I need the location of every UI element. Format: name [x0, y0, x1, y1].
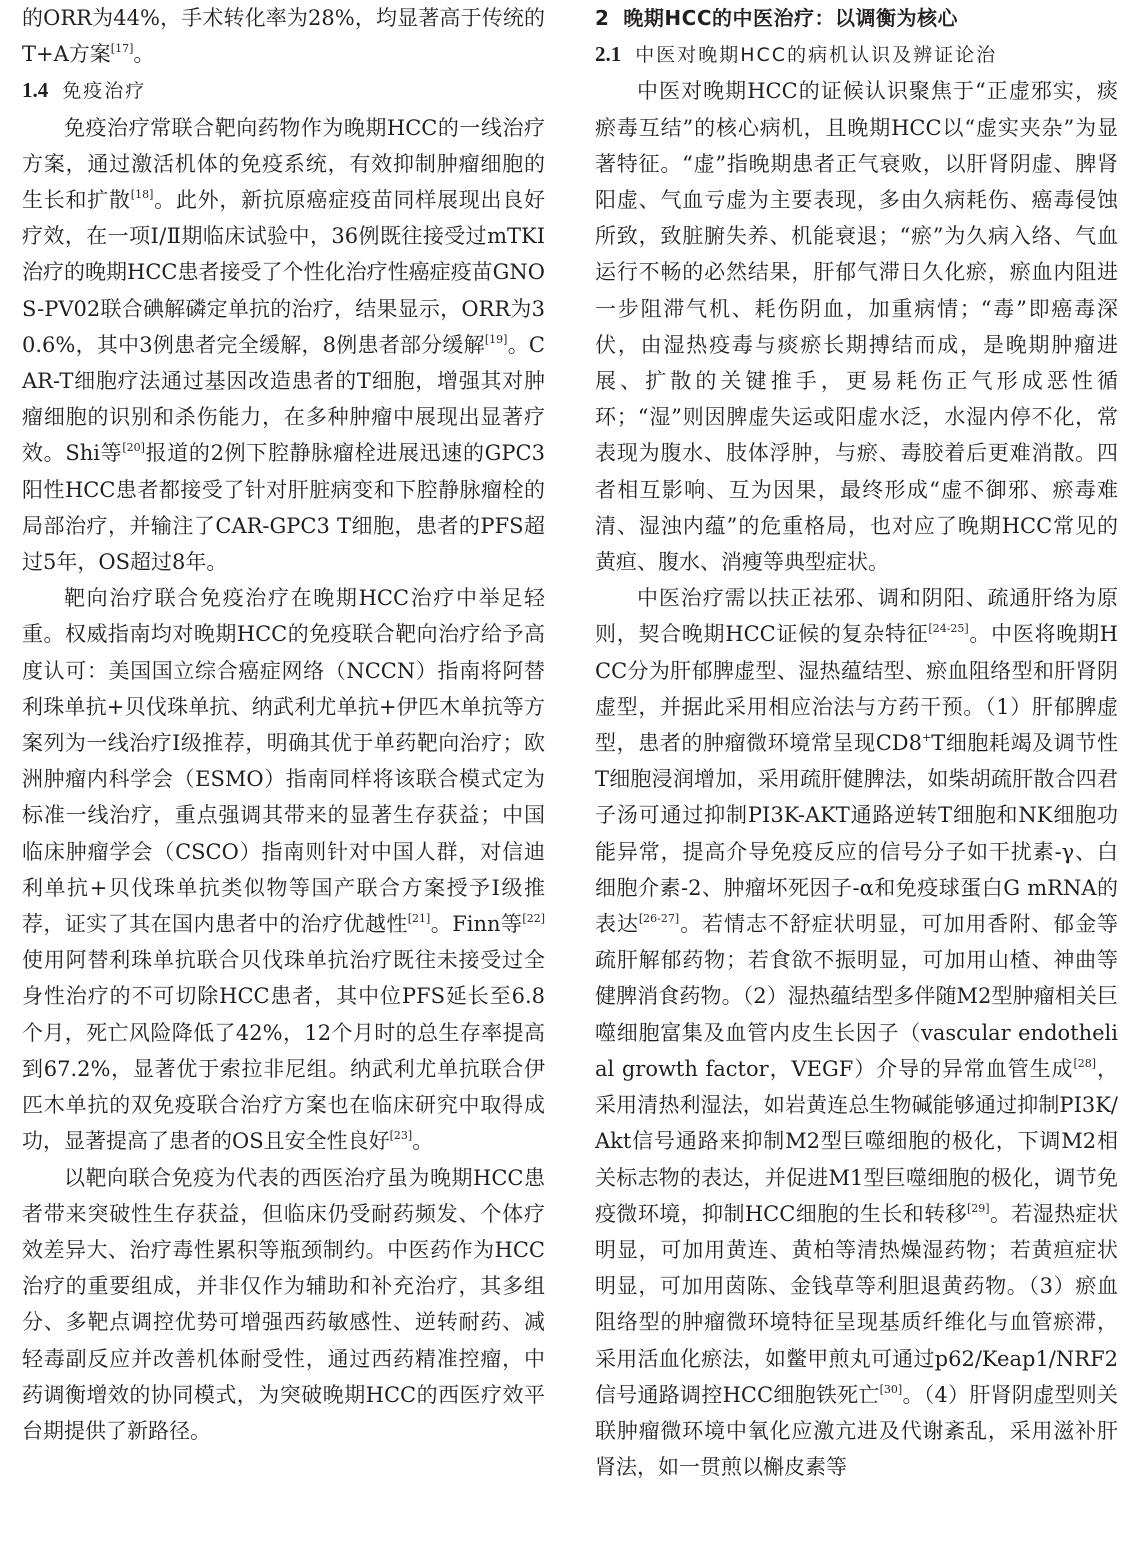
section-title: 中医对晚期HCC的病机认识及辨证论治 — [635, 44, 998, 67]
section-heading-2-1 — [595, 36, 1118, 73]
paragraph-combination-therapy — [22, 580, 545, 1159]
citation-ref[interactable]: [19] — [484, 332, 508, 346]
paragraph-continuation — [22, 0, 545, 72]
text-run: 免疫治疗常联合靶向药物作为晚期HCC的一线治疗方案，通过激活机体的免疫系统，有效抑制肿瘤细胞的生长和扩散 — [22, 115, 545, 213]
text-run: 。 — [412, 1129, 434, 1154]
text-run: 。CAR-T细胞疗法通过基因改造患者的T细胞，增强其对肿瘤细胞的识别和杀伤能力，在多种肿瘤中展现出显著疗效。Shi等 — [22, 332, 545, 466]
text-run: ，采用清热利湿法，如岩黄连总生物碱能够通过抑制PI3K/Akt信号通路来抑制M2型巨噬细胞的极化，下调M2相关标志物的表达，并促进M1型巨噬细胞的极化，调节免疫微环境，抑制HCC细胞的生长和转移 — [595, 1056, 1118, 1226]
text-run: 使用阿替利珠单抗联合贝伐珠单抗治疗既往未接受过全身性治疗的不可切除HCC患者，其中位PFS延长至6.8个月，死亡风险降低了42%，12个月时的总生存率提高到67.2%，显著优于索拉非尼组。纳武利尤单抗联合伊匹木单抗的双免疫联合治疗方案也在临床研究中取得成功，显著提高了患者的OS且安全性良好 — [22, 948, 545, 1154]
text-run: 报道的2例下腔静脉瘤栓进展迅速的GPC3阳性HCC患者都接受了针对肝脏病变和下腔静脉瘤栓的局部治疗，并输注了CAR-GPC3 T细胞，患者的PFS超过5年，OS超过8年。 — [22, 441, 545, 575]
text-run: 。此外，新抗原癌症疫苗同样展现出良好疗效，在一项Ⅰ/Ⅱ期临床试验中，36例既往接受过mTKI治疗的晚期HCC患者接受了个性化治疗性癌症疫苗GNOS-PV02联合碘解磷定单抗的治疗，结果显示，ORR为30.6%，其中3例患者完全缓解，8例患者部分缓解 — [22, 188, 546, 357]
paragraph-western-medicine-limits — [22, 1160, 545, 1450]
text-run: 。（4）肝肾阴虚型则关联肿瘤微环境中氧化应激亢进及代谢紊乱，采用滋补肝肾法，如一贯煎以槲皮素等 — [595, 1382, 1118, 1480]
right-column — [595, 0, 1118, 1562]
text-run: 。 — [133, 42, 155, 67]
citation-ref[interactable]: [21] — [407, 912, 431, 926]
citation-ref[interactable]: [23] — [389, 1129, 413, 1143]
citation-ref[interactable]: [24-25] — [928, 622, 969, 636]
citation-ref[interactable]: [22] — [522, 912, 545, 926]
citation-ref[interactable]: [26-27] — [638, 912, 680, 926]
text-run: 的ORR为44%，手术转化率为28%，均显著高于传统的T+A方案 — [22, 6, 545, 67]
text-run: 以靶向联合免疫为代表的西医治疗虽为晚期HCC患者带来突破性生存获益，但临床仍受耐药频发、个体疗效差异大、治疗毒性累积等瓶颈制约。中医药作为HCC治疗的重要组成，并非仅作为辅助和补充治疗，其多组分、多靶点调控优势可增强西药敏感性、逆转耐药、减轻毒副反应并改善机体耐受性，通过西药精准控瘤，中药调衡增效的协同模式，为突破晚期HCC的西医疗效平台期提供了新路径。 — [22, 1165, 545, 1443]
citation-ref[interactable]: [18] — [130, 188, 154, 202]
citation-ref[interactable]: [30] — [879, 1382, 903, 1396]
citation-ref[interactable]: [17] — [110, 42, 134, 56]
citation-ref[interactable]: [29] — [966, 1201, 990, 1215]
text-run: 。若情志不舒症状明显，可加用香附、郁金等疏肝解郁药物；若食欲不振明显，可加用山楂、神曲等健脾消食药物。（2）湿热蕴结型多伴随M2型肿瘤相关巨噬细胞富集及血管内皮生长因子（vascular endothelial growth factor，VEGF）介导的异常血管生成 — [595, 912, 1119, 1081]
text-run: 。若湿热症状明显，可加用黄连、黄柏等清热燥湿药物；若黄疸症状明显，可加用茵陈、金钱草等利胆退黄药物。（3）瘀血阻络型的肿瘤微环境特征呈现基质纤维化与血管瘀滞，采用活血化瘀法，如鳖甲煎丸可通过p62/Keap1/NRF2信号通路调控HCC细胞铁死亡 — [595, 1201, 1119, 1407]
left-column — [22, 0, 545, 1562]
paragraph-tcm-pathogenesis — [595, 73, 1118, 580]
section-number: 2 — [595, 6, 610, 30]
citation-ref[interactable]: [28] — [1073, 1056, 1097, 1070]
text-run: T细胞耗竭及调节性T细胞浸润增加，采用疏肝健脾法，如柴胡疏肝散合四君子汤可通过抑制PI3K-AKT通路逆转T细胞和NK细胞功能异常，提高介导免疫反应的信号分子如干扰素-γ、白细胞介素-2、肿瘤坏死因子-α和免疫球蛋白G mRNA的表达 — [595, 731, 1119, 937]
text-run: 靶向治疗联合免疫治疗在晚期HCC治疗中举足轻重。权威指南均对晚期HCC的免疫联合靶向治疗给予高度认可：美国国立综合癌症网络（NCCN）指南将阿替利珠单抗+贝伐珠单抗、纳武利尤单抗+伊匹木单抗等方案列为一线治疗Ⅰ级推荐，明确其优于单药靶向治疗；欧洲肿瘤内科学会（ESMO）指南同样将该联合模式定为标准一线治疗，重点强调其带来的显著生存获益；中国临床肿瘤学会（CSCO）指南则针对中国人群，对信迪利单抗+贝伐珠单抗类似物等国产联合方案授予Ⅰ级推荐，证实了其在国内患者中的治疗优越性 — [22, 586, 545, 937]
text-run: 。中医将晚期HCC分为肝郁脾虚型、湿热蕴结型、瘀血阻络型和肝肾阴虚型，并据此采用相应治法与方药干预。（1）肝郁脾虚型，患者的肿瘤微环境常呈现CD8 — [595, 622, 1118, 756]
paragraph-immunotherapy — [22, 110, 545, 581]
citation-ref[interactable]: [20] — [122, 441, 145, 455]
superscript-plus: + — [922, 731, 932, 745]
paragraph-tcm-syndrome-treatment — [595, 580, 1118, 1485]
section-heading-2 — [595, 0, 1118, 36]
section-title: 免疫治疗 — [62, 80, 147, 103]
section-number: 2.1 — [595, 42, 622, 67]
section-heading-1-4 — [22, 72, 545, 109]
text-run: 。Finn等 — [430, 912, 523, 937]
section-title: 晚期HCC的中医治疗：以调衡为核心 — [623, 6, 959, 30]
text-run: 中医治疗需以扶正祛邪、调和阴阳、疏通肝络为原则，契合晚期HCC证候的复杂特征 — [595, 586, 1118, 647]
section-number: 1.4 — [22, 78, 49, 103]
text-run: 中医对晚期HCC的证候认识聚焦于“正虚邪实，痰瘀毒互结”的核心病机，且晚期HCC以“虚实夹杂”为显著特征。“虚”指晚期患者正气衰败，以肝肾阴虚、脾肾阳虚、气血亏虚为主要表现，多由久病耗伤、癌毒侵蚀所致，致脏腑失养、机能衰退；“瘀”为久病入络、气血运行不畅的必然结果，肝郁气滞日久化瘀，瘀血内阻进一步阻滞气机、耗伤阴血，加重病情；“毒”即癌毒深伏，由湿热疫毒与痰瘀长期搏结而成，是晚期肿瘤进展、扩散的关键推手，更易耗伤正气形成恶性循环；“湿”则因脾虚失运或阳虚水泛，水湿内停不化，常表现为腹水、肢体浮肿，与瘀、毒胶着后更难消散。四者相互影响、互为因果，最终形成“虚不御邪、瘀毒难清、湿浊内蕴”的危重格局，也对应了晚期HCC常见的黄疸、腹水、消瘦等典型症状。 — [595, 79, 1118, 575]
